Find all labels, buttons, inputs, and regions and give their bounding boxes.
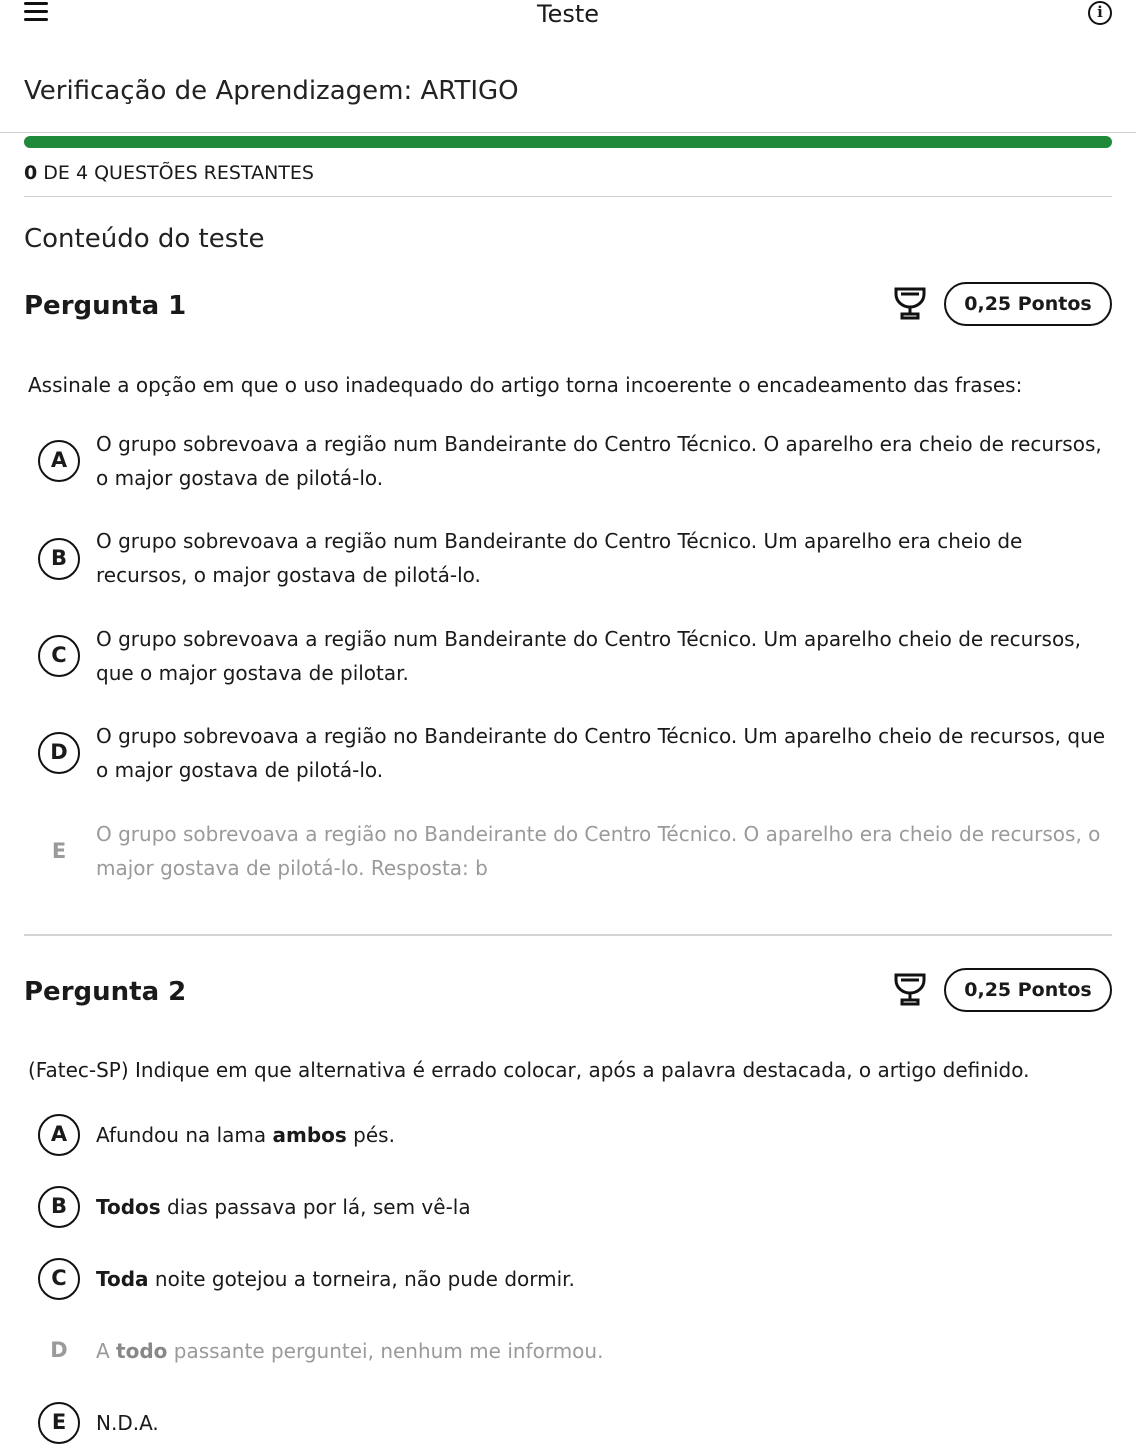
option-text xyxy=(96,1118,1108,1152)
question-title: Pergunta 1 xyxy=(24,291,187,321)
option-a[interactable] xyxy=(38,432,1108,510)
trophy-icon xyxy=(892,971,928,1007)
highlighted-word: ambos xyxy=(272,1123,347,1147)
option-e[interactable] xyxy=(38,1402,1108,1444)
option-text: O grupo sobrevoava a região no Bandeirante do Centro Técnico. Um aparelho cheio de recursos, que o major gostava de pilotá-lo. xyxy=(96,724,1106,782)
option-text-post: dias passava por lá, sem vê-la xyxy=(160,1195,471,1219)
option-text xyxy=(96,1190,1108,1224)
option-c[interactable] xyxy=(38,1258,1108,1300)
points-badge: 0,25 Pontos xyxy=(944,968,1112,1012)
option-letter: B xyxy=(38,1186,80,1228)
option-text-post: passante perguntei, nenhum me informou. xyxy=(167,1339,604,1363)
option-b[interactable] xyxy=(38,1186,1108,1228)
option-text xyxy=(96,1262,1108,1296)
option-text: O grupo sobrevoava a região num Bandeirante do Centro Técnico. Um aparelho cheio de recursos, que o major gostava de pilotar. xyxy=(96,627,1081,685)
question-text: Assinale a opção em que o uso inadequado do artigo torna incoerente o encadeamento das frases: xyxy=(28,373,1023,397)
option-b[interactable] xyxy=(38,529,1108,608)
option-letter: E xyxy=(51,839,67,863)
top-bar xyxy=(0,0,1136,28)
trophy-icon xyxy=(892,285,928,321)
remaining-count: 0 xyxy=(24,162,38,184)
question-1 xyxy=(24,282,1112,880)
progress-bar xyxy=(24,136,1112,148)
option-text-post: pés. xyxy=(346,1123,395,1147)
highlighted-word: Toda xyxy=(96,1267,149,1291)
highlighted-word: Todos xyxy=(96,1195,161,1219)
question-text: (Fatec-SP) Indique em que alternativa é errado colocar, após a palavra destacada, o artigo definido. xyxy=(28,1058,1030,1082)
option-text: O grupo sobrevoava a região no Bandeirante do Centro Técnico. O aparelho era cheio de recursos, o major gostava de pilotá-lo. Resposta: b xyxy=(96,822,1101,880)
option-text: O grupo sobrevoava a região num Bandeirante do Centro Técnico. O aparelho era cheio de recursos, o major gostava de pilotá-lo. xyxy=(96,432,1102,490)
remaining-label: DE 4 QUESTÕES RESTANTES xyxy=(43,162,314,184)
question-2 xyxy=(24,968,1112,1435)
info-icon[interactable]: i xyxy=(1088,1,1112,25)
option-text xyxy=(96,1334,1108,1368)
option-text xyxy=(96,1406,1108,1440)
option-c[interactable] xyxy=(38,627,1108,705)
option-letter: C xyxy=(38,1258,80,1300)
option-text-post: noite gotejou a torneira, não pude dormir. xyxy=(148,1267,575,1291)
option-letter: A xyxy=(38,440,80,482)
option-letter: D xyxy=(50,1338,68,1362)
option-text: O grupo sobrevoava a região num Bandeirante do Centro Técnico. Um aparelho era cheio de recursos, o major gostava de pilotá-lo. xyxy=(96,529,1023,587)
points-badge: 0,25 Pontos xyxy=(944,282,1112,326)
highlighted-word: todo xyxy=(116,1339,168,1363)
option-d[interactable] xyxy=(38,1330,1108,1372)
option-text-pre: Afundou na lama xyxy=(96,1123,273,1147)
option-text-pre: N.D.A. xyxy=(96,1411,159,1435)
question-divider xyxy=(24,934,1112,936)
option-d[interactable] xyxy=(38,724,1108,802)
option-letter: B xyxy=(38,538,80,580)
option-a[interactable] xyxy=(38,1114,1108,1156)
option-letter: E xyxy=(38,1402,80,1444)
app-title: Teste xyxy=(536,0,600,28)
question-title: Pergunta 2 xyxy=(24,977,187,1007)
progress-bar-fill xyxy=(27,139,1109,145)
option-text-pre: A xyxy=(96,1339,117,1363)
page-title: Verificação de Aprendizagem: ARTIGO xyxy=(24,76,519,106)
divider xyxy=(24,196,1112,197)
divider xyxy=(0,132,1136,133)
section-title: Conteúdo do teste xyxy=(24,224,265,254)
option-letter: D xyxy=(38,732,80,774)
option-letter: A xyxy=(38,1114,80,1156)
option-e[interactable] xyxy=(38,822,1108,901)
option-letter: C xyxy=(38,635,80,677)
remaining-questions xyxy=(24,161,314,185)
